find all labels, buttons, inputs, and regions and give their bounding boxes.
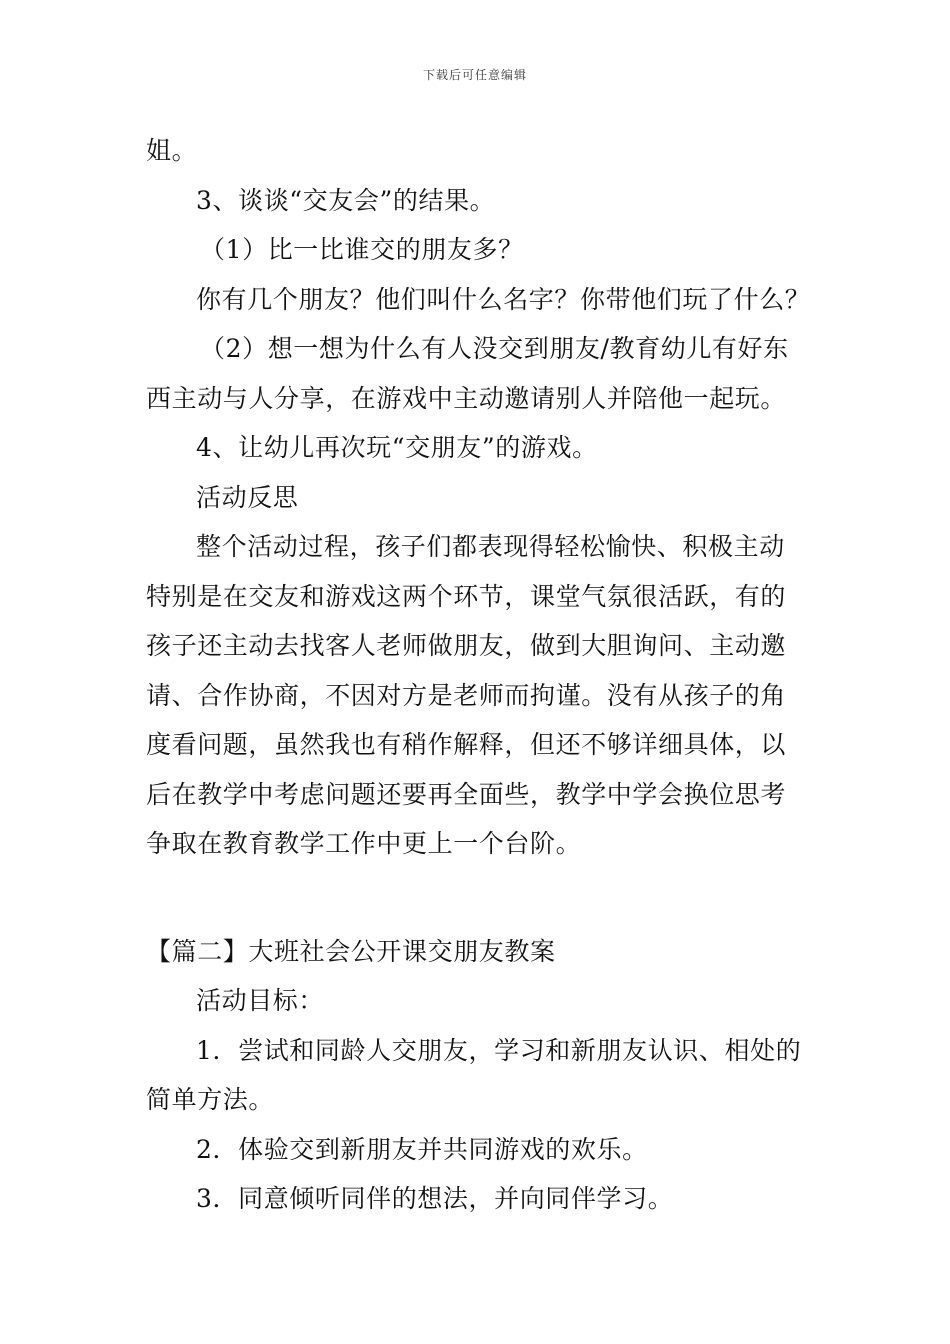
page-header-note: 下载后可任意编辑 xyxy=(422,68,527,82)
paragraph-line: 姐。 xyxy=(146,136,198,165)
paragraph-line: 2．体验交到新朋友并共同游戏的欢乐。 xyxy=(196,1134,648,1164)
section-subheading: 活动反思 xyxy=(196,482,299,512)
paragraph-line: 4、让幼儿再次玩“交朋友”的游戏。 xyxy=(196,433,598,462)
paragraph-line: 整个活动过程，孩子们都表现得轻松愉快、积极主动 xyxy=(196,532,785,561)
paragraph-line: 3、谈谈“交友会”的结果。 xyxy=(196,185,496,215)
paragraph-line: 度看问题，虽然我也有稍作解释，但还不够详细具体，以 xyxy=(146,730,787,759)
paragraph-line: 特别是在交友和游戏这两个环节，课堂气氛很活跃，有的 xyxy=(146,581,787,611)
section-spacer xyxy=(146,869,808,927)
paragraph-line: 请、合作协商，不因对方是老师而拘谨。没有从孩子的角 xyxy=(146,680,787,710)
paragraph-line: 3．同意倾听同伴的想法，并向同伴学习。 xyxy=(196,1184,674,1213)
paragraph-line: 简单方法。 xyxy=(146,1085,275,1114)
document-body xyxy=(146,126,811,1224)
section-title: 【篇二】大班社会公开课交朋友教案 xyxy=(146,936,556,966)
paragraph-line: 西主动与人分享，在游戏中主动邀请别人并陪他一起玩。 xyxy=(146,383,787,413)
paragraph-line: 你有几个朋友？他们叫什么名字？你带他们玩了什么？ xyxy=(196,284,811,314)
paragraph-line: 后在教学中考虑问题还要再全面些，教学中学会换位思考 xyxy=(146,779,787,809)
paragraph-line: 1．尝试和同龄人交朋友，学习和新朋友认识、相处的 xyxy=(196,1035,802,1065)
paragraph-line: （1）比一比谁交的朋友多？ xyxy=(200,235,524,264)
paragraph-line: 活动目标： xyxy=(196,986,325,1015)
paragraph-line: （2）想一想为什么有人没交到朋友/教育幼儿有好东 xyxy=(200,334,789,363)
paragraph-line: 孩子还主动去找客人老师做朋友，做到大胆询问、主动邀 xyxy=(146,631,787,660)
paragraph-line: 争取在教育教学工作中更上一个台阶。 xyxy=(146,829,582,858)
